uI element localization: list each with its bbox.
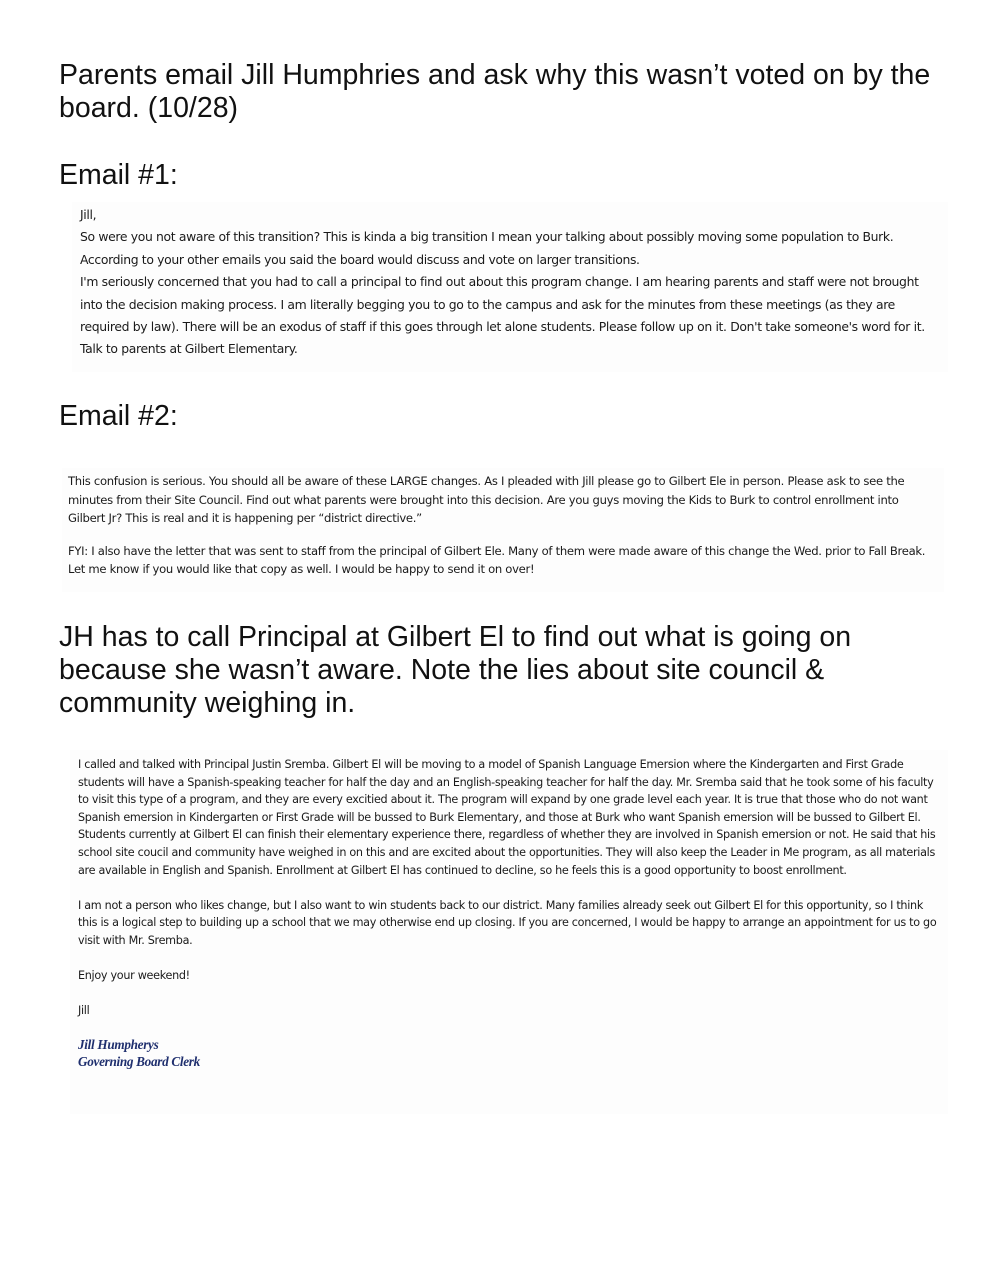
email1-greeting: Jill, [80,207,97,222]
email1-label: Email #1: [59,159,178,191]
email1-screenshot [72,202,948,372]
reply-closing: Enjoy your weekend! [78,969,190,983]
reply-paragraph: I called and talked with Principal Justin Sremba. Gilbert El will be moving to a model of Spanish Language Emersion where the Kindergarten and First Grade students will have a Spanish-speaking teacher for half the day and an English-speaking teacher for half the day. Mr. Sremba said that he took some of his faculty to visit this type of a program, and they are every excitied about it. The program will expand by one grade level each year. It is true that those who do not want Spanish emersion in Kindergarten or First Grade will be bussed to Burk Elementary, and those at Burk who want Spanish emersion will be bussed to Gilbert El. Students currently at Gilbert El can finish their elementary experience there, regardless of whether they are involved in Spanish emersion or not. He said that his school site coucil and community have weighed in on this and are excited about the opportunities. They will also keep the Leader in Me program, as all materials are available in English and Spanish. Enrollment at Gilbert El has continued to decline, so he feels this is a good opportunity to boost enrollment. [78,758,936,877]
reply-paragraph: I am not a person who likes change, but I also want to win students back to our district. Many families already seek out Gilbert El for this opportunity, so I think this is a logical step to building up a school that we may otherwise end up closing. If you are concerned, I would be happy to arrange an appointment for us to go visit with Mr. Sremba. [78,898,937,947]
email1-line: So were you not aware of this transition? This is kinda a big transition I mean your talking about possibly moving some population to Burk. [80,229,894,245]
signature-name: Jill Humpherys [78,1036,159,1052]
email1-line: I'm seriously concerned that you had to call a principal to find out about this program change. I am hearing parents and staff were not brought into the decision making process. I am literally begging you to go to the campus and ask for the minutes from these meetings (as they are required by law). There will be an exodus of staff if this goes through let alone students. Please follow up on it. Don't take someone's word for it. Talk to parents at Gilbert Elementary. [80,274,925,357]
signature-title: Governing Board Clerk [78,1053,200,1069]
reply-sender: Jill [78,1004,90,1018]
email2-screenshot [62,468,944,592]
heading-jh-calls-principal: JH has to call Principal at Gilbert El to find out what is going on because she wasn’t aware. Note the lies about site council & community weighing in. [59,621,852,719]
email2-paragraph: FYI: I also have the letter that was sent to staff from the principal of Gilbert Ele. Many of them were made aware of this change the Wed. prior to Fall Break. Let me know if you would like that copy as well. I would be happy to send it on over! [68,543,926,576]
jill-reply-screenshot [70,750,948,1114]
email2-label: Email #2: [59,400,178,432]
email1-line: According to your other emails you said the board would discuss and vote on larger transitions. [80,251,640,267]
heading-parents-email: Parents email Jill Humphries and ask why this wasn’t voted on by the board. (10/28) [59,59,931,124]
email2-paragraph: This confusion is serious. You should all be aware of these LARGE changes. As I pleaded with Jill please go to Gilbert Ele in person. Please ask to see the minutes from their Site Council. Find out what parents were brought into this decision. Are you guys moving the Kids to Burk to control enrollment into Gilbert Jr? This is real and it is happening per “district directive.” [68,474,905,525]
